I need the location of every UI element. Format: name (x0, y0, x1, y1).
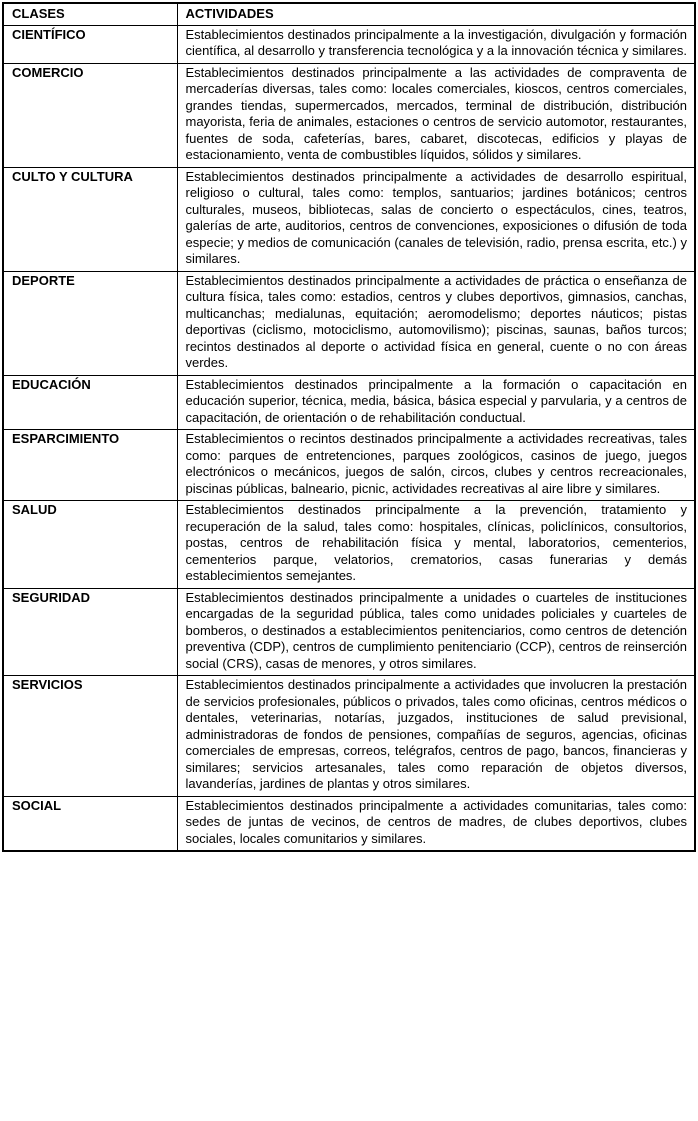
actividad-cell: Establecimientos destinados principalmente a la prevención, tratamiento y recuperación de la salud, tales como: hospitales, clínicas, policlínicos, consultorios, postas, centros de rehabilitación física y mental, laboratorios, cementerios, cementerios parque, velatorios, crematorios, casas funerarias y demás establecimientos semejantes. (177, 501, 695, 589)
table-row-seguridad (3, 588, 695, 676)
actividad-cell: Establecimientos destinados principalmente a la formación o capacitación en educación superior, técnica, media, básica, básica especial y parvularia, y a centros de capacitación, de orientación o de rehabilitación conductual. (177, 375, 695, 430)
clase-cell: DEPORTE (3, 271, 177, 375)
header-actividades: ACTIVIDADES (177, 3, 695, 25)
clase-cell: SOCIAL (3, 796, 177, 851)
table-row-comercio (3, 63, 695, 167)
actividad-cell: Establecimientos destinados principalmente a actividades comunitarias, tales como: sedes de juntas de vecinos, de centros de madres, de clubes deportivos, clubes sociales, locales comunitarios y similares. (177, 796, 695, 851)
actividad-cell: Establecimientos o recintos destinados principalmente a actividades recreativas, tales como: parques de entretenciones, parques zoológicos, casinos de juego, juegos electrónicos o mecánicos, juegos de salón, circos, clubes y centros recreacionales, piscinas públicas, balneario, picnic, actividades recreativas al aire libre y similares. (177, 430, 695, 501)
actividad-cell: Establecimientos destinados principalmente a actividades que involucren la prestación de servicios profesionales, públicos o privados, tales como oficinas, centros médicos o dentales, veterinarias, notarías, juzgados, instituciones de salud previsional, administradoras de fondos de pensiones, compañías de seguros, agencias, oficinas comerciales de empresas, correos, telégrafos, centros de pago, bancos, financieras y similares; servicios artesanales, tales como reparación de objetos diversos, lavanderías, jardines de plantas y otros similares. (177, 676, 695, 797)
table-row-salud (3, 501, 695, 589)
table-row-culto-y-cultura (3, 167, 695, 271)
actividad-cell: Establecimientos destinados principalmente a la investigación, divulgación y formación científica, al desarrollo y transferencia tecnológica y a la innovación técnica y similares. (177, 25, 695, 63)
actividad-cell: Establecimientos destinados principalmente a actividades de práctica o enseñanza de cultura física, tales como: estadios, centros y clubes deportivos, gimnasios, canchas, multicanchas; medialunas, equitación; aeromodelismo; deportes náuticos; pistas deportivas (ciclismo, motociclismo, automovilismo); piscinas, saunas, baños turcos; recintos destinados al deporte o actividad física en general, cuente o no con áreas verdes. (177, 271, 695, 375)
clase-cell: CULTO Y CULTURA (3, 167, 177, 271)
table-row-esparcimiento (3, 430, 695, 501)
clase-cell: SALUD (3, 501, 177, 589)
actividad-cell: Establecimientos destinados principalmente a unidades o cuarteles de instituciones encargadas de la seguridad pública, tales como unidades policiales y cuarteles de bomberos, o destinados a establecimientos penitenciarios, como centros de detención preventiva (CDP), centros de cumplimiento penitenciario (CCP), centros de reinserción social (CRS), casas de menores, y otros similares. (177, 588, 695, 676)
clase-cell: EDUCACIÓN (3, 375, 177, 430)
actividad-cell: Establecimientos destinados principalmente a actividades de desarrollo espiritual, religioso o cultural, tales como: templos, santuarios; jardines botánicos; centros culturales, museos, bibliotecas, salas de concierto o espectáculos, cines, teatros, galerías de arte, auditorios, centros de convenciones, exposiciones o difusión de toda especie; y medios de comunicación (canales de televisión, radio, prensa escrita, etc.) y similares. (177, 167, 695, 271)
clase-cell: ESPARCIMIENTO (3, 430, 177, 501)
header-row (3, 3, 695, 25)
clase-cell: SEGURIDAD (3, 588, 177, 676)
table-row-servicios (3, 676, 695, 797)
clase-cell: SERVICIOS (3, 676, 177, 797)
actividad-cell: Establecimientos destinados principalmente a las actividades de compraventa de mercaderías diversas, tales como: locales comerciales, kioscos, centros comerciales, grandes tiendas, supermercados, mercados, terminal de distribución, distribución mayorista, feria de animales, estaciones o centros de servicio automotor, restaurantes, fuentes de soda, cafeterías, bares, cabaret, discotecas, edificios y playas de estacionamiento, venta de combustibles líquidos, sólidos y similares. (177, 63, 695, 167)
clase-cell: CIENTÍFICO (3, 25, 177, 63)
table-row-cientifico (3, 25, 695, 63)
table-row-deporte (3, 271, 695, 375)
table-row-educacion (3, 375, 695, 430)
header-clases: CLASES (3, 3, 177, 25)
clases-actividades-table (2, 2, 696, 852)
table-row-social (3, 796, 695, 851)
clase-cell: COMERCIO (3, 63, 177, 167)
